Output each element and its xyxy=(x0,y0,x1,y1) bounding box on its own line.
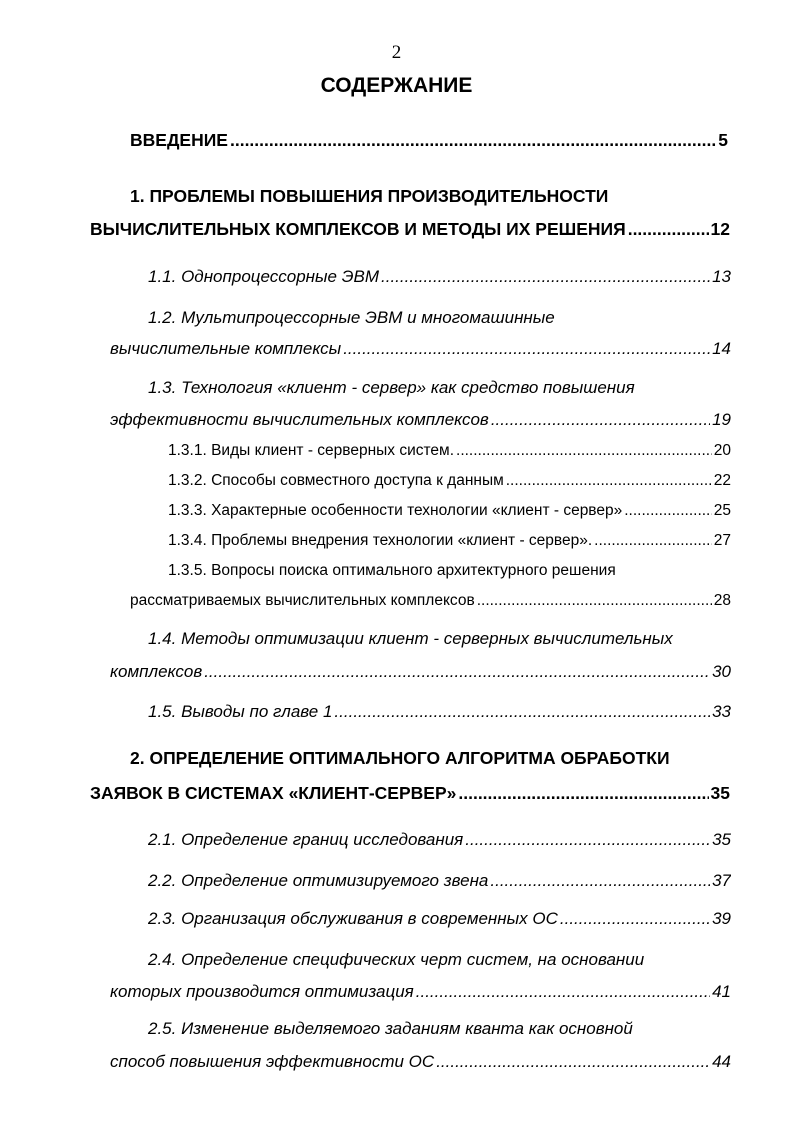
toc-chapter-2 xyxy=(90,783,730,804)
toc-entry-text: 2.1. Определение границ исследования xyxy=(148,830,464,849)
toc-entry-page: 25 xyxy=(713,502,731,519)
toc-subsection-1-3-2 xyxy=(168,472,731,490)
leader-dots xyxy=(458,783,708,804)
leader-dots xyxy=(506,472,712,490)
toc-entry-page: 27 xyxy=(713,532,731,549)
leader-dots xyxy=(436,1052,710,1072)
toc-entry-page: 39 xyxy=(712,909,731,928)
toc-section-1-3 xyxy=(110,410,731,430)
toc-entry-page: 5 xyxy=(718,130,728,150)
toc-section-2-1 xyxy=(148,830,731,850)
toc-entry-text: ВЫЧИСЛИТЕЛЬНЫХ КОМПЛЕКСОВ И МЕТОДЫ ИХ РЕШЕНИЯ xyxy=(90,219,626,239)
toc-chapter-1-line1: 1. ПРОБЛЕМЫ ПОВЫШЕНИЯ ПРОИЗВОДИТЕЛЬНОСТИ xyxy=(130,186,609,206)
toc-chapter-2-line1: 2. ОПРЕДЕЛЕНИЕ ОПТИМАЛЬНОГО АЛГОРИТМА ОБРАБОТКИ xyxy=(130,748,670,768)
toc-entry-text: 1.5. Выводы по главе 1 xyxy=(148,702,333,721)
toc-entry-page: 22 xyxy=(713,472,731,489)
toc-section-1-2 xyxy=(110,339,731,359)
toc-section-2-3 xyxy=(148,909,731,929)
toc-entry-text: 1.3.3. Характерные особенности технологии «клиент - сервер» xyxy=(168,502,623,519)
toc-subsection-1-3-5 xyxy=(130,592,731,610)
toc-entry-text: способ повышения эффективности ОС xyxy=(110,1052,435,1071)
leader-dots xyxy=(594,532,712,550)
toc-subsection-1-3-4 xyxy=(168,532,731,550)
toc-section-1-5 xyxy=(148,702,731,722)
toc-subsection-1-3-3 xyxy=(168,502,731,520)
leader-dots xyxy=(491,410,710,430)
page-title: СОДЕРЖАНИЕ xyxy=(320,74,473,97)
toc-entry-text: 1.3.2. Способы совместного доступа к данным xyxy=(168,472,504,489)
toc-entry-page: 14 xyxy=(712,339,731,358)
toc-section-1-4 xyxy=(110,662,731,682)
leader-dots xyxy=(490,871,710,891)
toc-section-2-2 xyxy=(148,871,731,891)
toc-entry-page: 33 xyxy=(712,702,731,721)
toc-entry-page: 13 xyxy=(712,267,731,286)
leader-dots xyxy=(560,909,710,929)
toc-entry-page: 44 xyxy=(712,1052,731,1071)
leader-dots xyxy=(628,219,709,240)
toc-section-1-4-line1: 1.4. Методы оптимизации клиент - серверных вычислительных xyxy=(148,629,673,648)
toc-entry-text: 1.3.1. Виды клиент - серверных систем. xyxy=(168,442,455,459)
toc-entry-text: 2.2. Определение оптимизируемого звена xyxy=(148,871,489,890)
toc-entry-text: 1.3.4. Проблемы внедрения технологии «клиент - сервер». xyxy=(168,532,593,549)
leader-dots xyxy=(416,982,710,1002)
toc-entry-text: рассматриваемых вычислительных комплексов xyxy=(130,592,475,609)
toc-entry-page: 28 xyxy=(713,592,731,609)
toc-entry-text: 1.1. Однопроцессорные ЭВМ xyxy=(148,267,380,286)
toc-entry-page: 35 xyxy=(712,830,731,849)
leader-dots xyxy=(381,267,710,287)
toc-entry-text: 2.3. Организация обслуживания в современных ОС xyxy=(148,909,558,928)
toc-subsection-1-3-5-line1: 1.3.5. Вопросы поиска оптимального архитектурного решения xyxy=(168,562,616,579)
leader-dots xyxy=(204,662,710,682)
toc-entry-page: 35 xyxy=(710,783,730,803)
leader-dots xyxy=(465,830,710,850)
leader-dots xyxy=(343,339,710,359)
leader-dots xyxy=(230,130,716,151)
toc-entry-page: 12 xyxy=(710,219,730,239)
toc-entry-text: вычислительные комплексы xyxy=(110,339,342,358)
toc-entry-text: комплексов xyxy=(110,662,203,681)
toc-entry-page: 37 xyxy=(712,871,731,890)
toc-entry-intro xyxy=(130,130,728,151)
toc-chapter-1 xyxy=(90,219,730,240)
toc-section-2-5-line1: 2.5. Изменение выделяемого заданиям кванта как основной xyxy=(148,1019,633,1038)
leader-dots xyxy=(624,502,712,520)
toc-entry-page: 20 xyxy=(713,442,731,459)
toc-section-2-4 xyxy=(110,982,731,1002)
toc-subsection-1-3-1 xyxy=(168,442,731,460)
toc-section-2-5 xyxy=(110,1052,731,1072)
toc-section-1-1 xyxy=(148,267,731,287)
page-number: 2 xyxy=(391,42,402,63)
toc-section-1-2-line1: 1.2. Мультипроцессорные ЭВМ и многомашинные xyxy=(148,308,555,327)
toc-section-2-4-line1: 2.4. Определение специфических черт систем, на основании xyxy=(148,950,645,969)
leader-dots xyxy=(477,592,712,610)
toc-entry-page: 30 xyxy=(712,662,731,681)
toc-section-1-3-line1: 1.3. Технология «клиент - сервер» как средство повышения xyxy=(148,378,635,397)
toc-entry-text: которых производится оптимизация xyxy=(110,982,414,1001)
toc-entry-page: 19 xyxy=(712,410,731,429)
toc-entry-text: ЗАЯВОК В СИСТЕМАХ «КЛИЕНТ-СЕРВЕР» xyxy=(90,783,457,803)
leader-dots xyxy=(334,702,710,722)
toc-entry-text: эффективности вычислительных комплексов xyxy=(110,410,489,429)
leader-dots xyxy=(456,442,712,460)
toc-entry-text: ВВЕДЕНИЕ xyxy=(130,130,228,150)
toc-entry-page: 41 xyxy=(712,982,731,1001)
